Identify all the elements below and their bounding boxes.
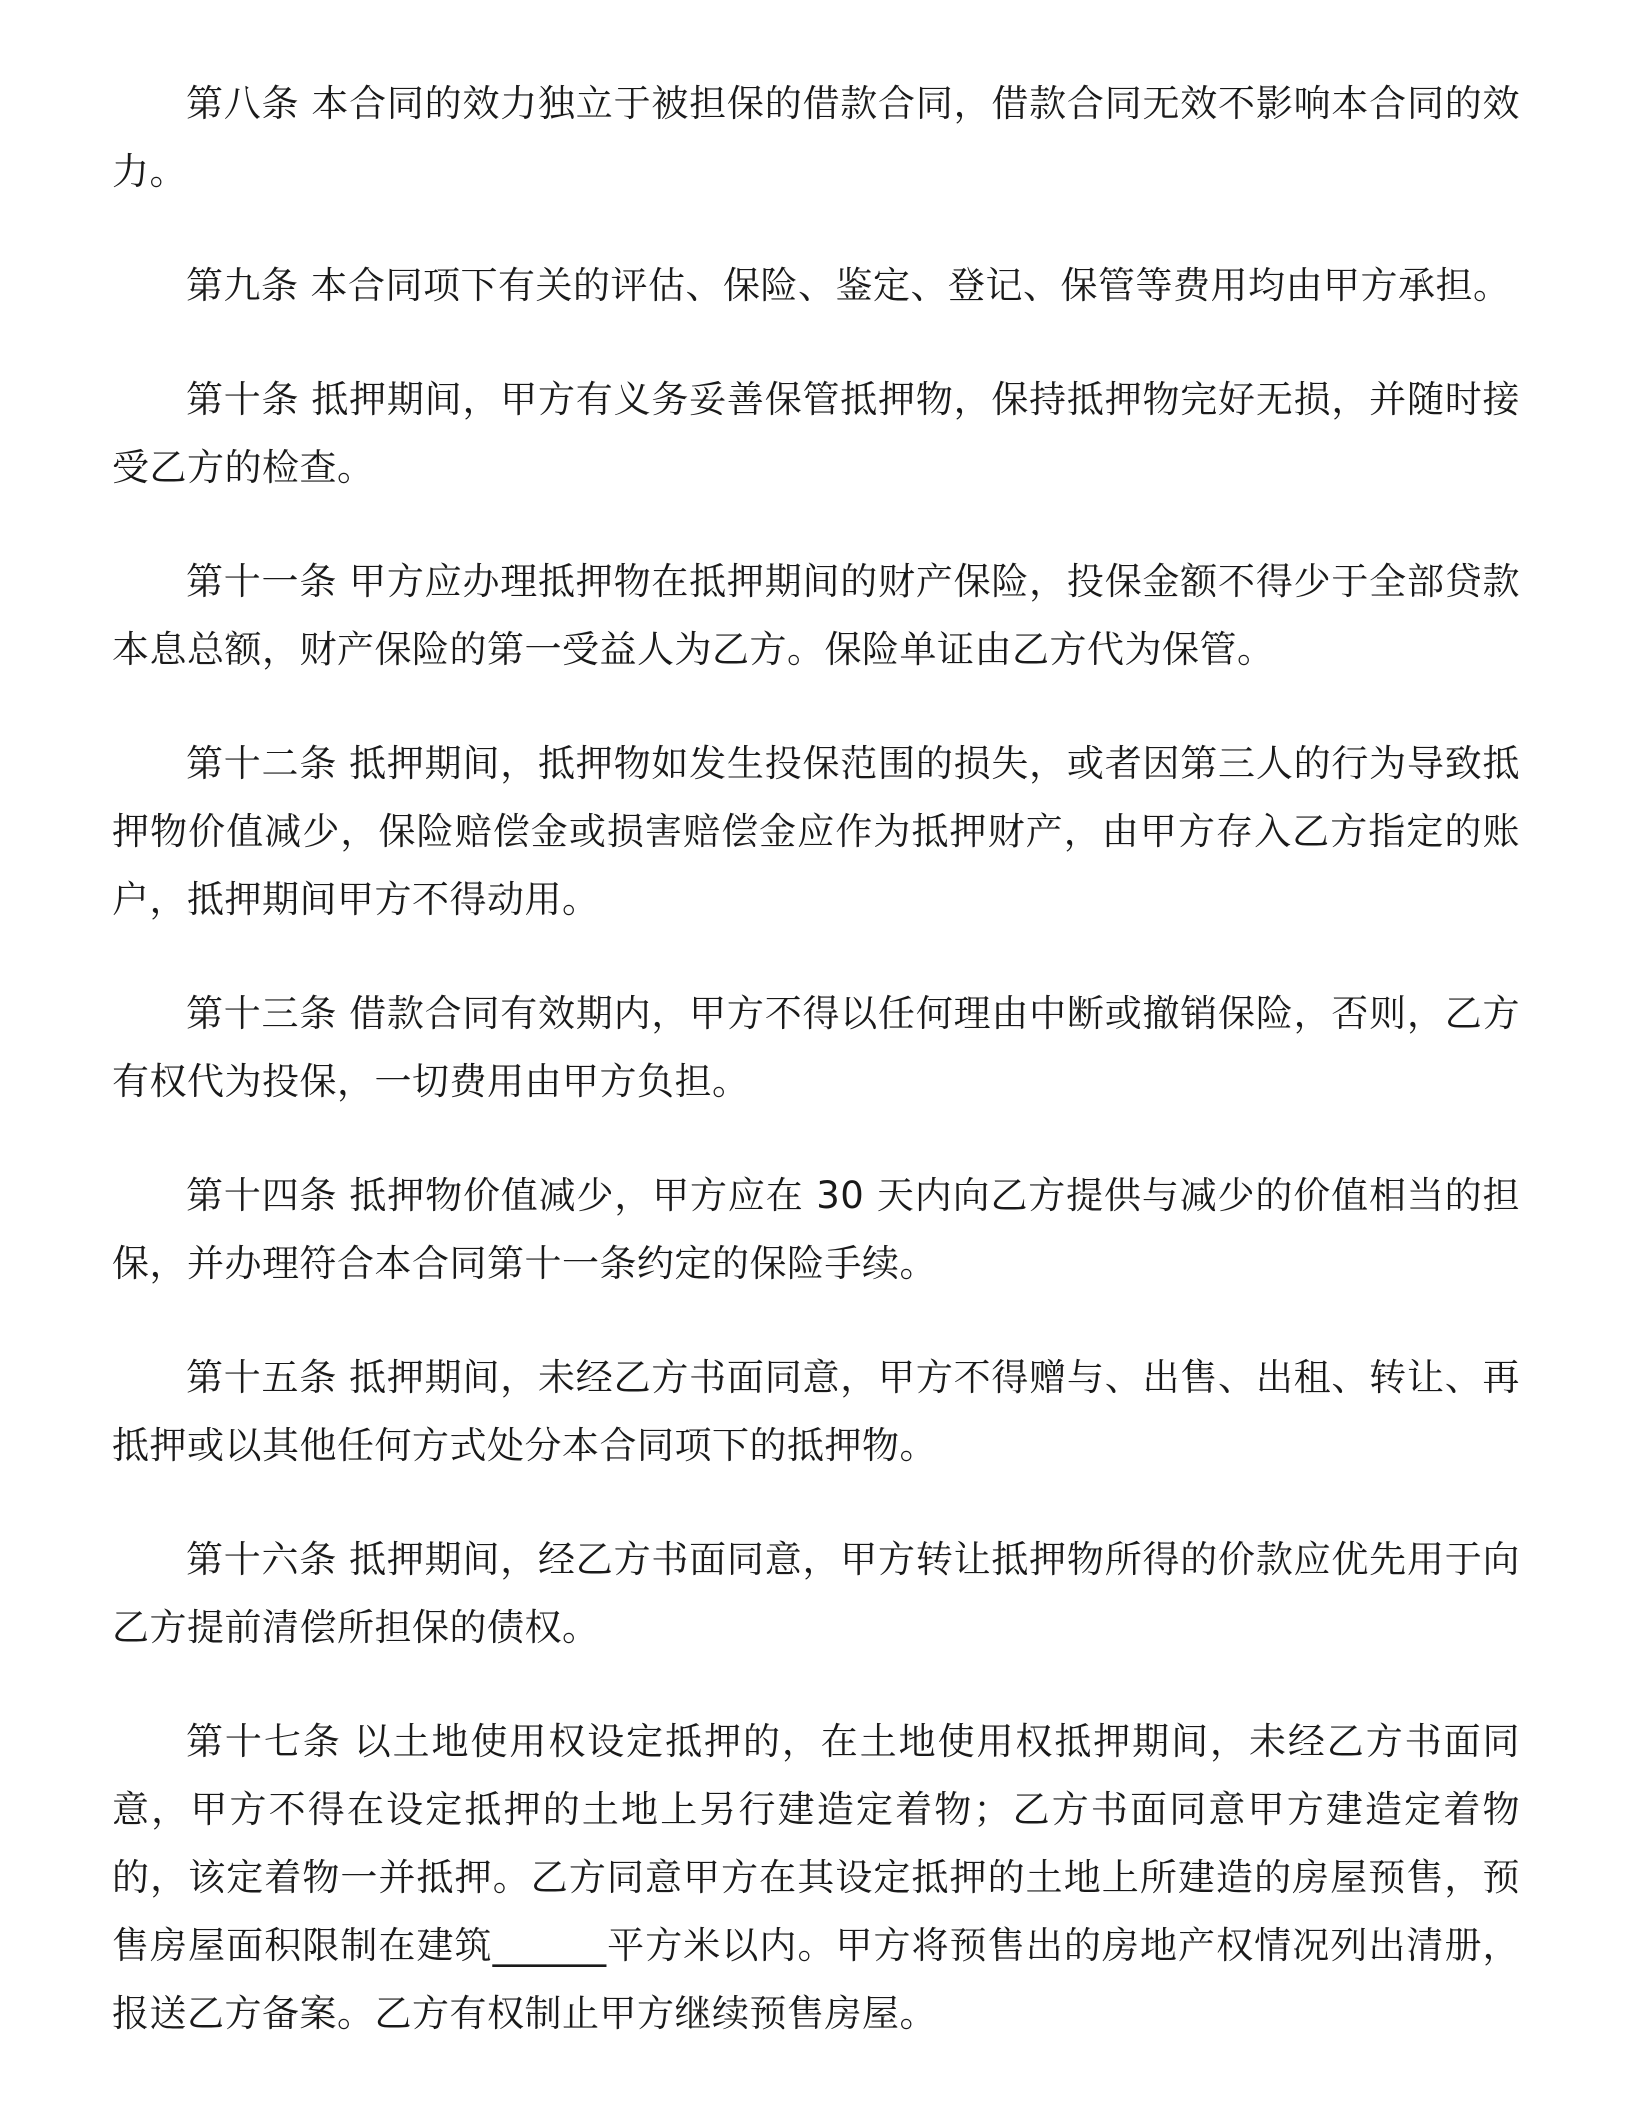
clause-number: 第十一条 — [186, 560, 338, 603]
clause-text: 抵押期间，未经乙方书面同意，甲方不得赠与、出售、出租、转让、再抵押或以其他任何方式处分本合同项下的抵押物。 — [112, 1356, 1521, 1467]
clause-9 — [112, 252, 1520, 320]
clause-number: 第十七条 — [186, 1720, 342, 1763]
clause-text: 本合同的效力独立于被担保的借款合同，借款合同无效不影响本合同的效力。 — [112, 82, 1521, 193]
clause-17 — [112, 1708, 1520, 2048]
clause-number: 第十四条 — [186, 1174, 338, 1217]
clause-15 — [112, 1344, 1520, 1480]
clause-number: 第八条 — [186, 82, 300, 125]
clause-16 — [112, 1526, 1520, 1662]
clause-text: 抵押期间，甲方有义务妥善保管抵押物，保持抵押物完好无损，并随时接受乙方的检查。 — [112, 378, 1521, 489]
clause-number: 第十条 — [186, 378, 300, 421]
clause-number: 第十六条 — [186, 1538, 338, 1581]
clause-13 — [112, 980, 1520, 1116]
clause-number: 第十五条 — [186, 1356, 338, 1399]
clause-text: 抵押物价值减少，甲方应在 30 天内向乙方提供与减少的价值相当的担保，并办理符合本合同第十一条约定的保险手续。 — [112, 1174, 1520, 1285]
clause-text: 抵押期间，抵押物如发生投保范围的损失，或者因第三人的行为导致抵押物价值减少，保险赔偿金或损害赔偿金应作为抵押财产，由甲方存入乙方指定的账户，抵押期间甲方不得动用。 — [112, 742, 1521, 921]
clause-text: 甲方应办理抵押物在抵押期间的财产保险，投保金额不得少于全部贷款本息总额，财产保险的第一受益人为乙方。保险单证由乙方代为保管。 — [112, 560, 1521, 671]
clause-10 — [112, 366, 1520, 502]
clause-text: 借款合同有效期内，甲方不得以任何理由中断或撤销保险，否则，乙方有权代为投保，一切费用由甲方负担。 — [112, 992, 1521, 1103]
clause-text: 以土地使用权设定抵押的，在土地使用权抵押期间，未经乙方书面同意，甲方不得在设定抵押的土地上另行建造定着物；乙方书面同意甲方建造定着物的，该定着物一并抵押。乙方同意甲方在其设定抵押的土地上所建造的房屋预售，预售房屋面积限制在建筑______平方米以内。甲方将预售出的房地产权情况列出清册，报送乙方备案。乙方有权制止甲方继续预售房屋。 — [112, 1720, 1521, 2035]
clause-text: 抵押期间，经乙方书面同意，甲方转让抵押物所得的价款应优先用于向乙方提前清偿所担保的债权。 — [112, 1538, 1521, 1649]
document-body — [112, 70, 1520, 2094]
clause-14 — [112, 1162, 1520, 1298]
clause-8 — [112, 70, 1520, 206]
clause-12 — [112, 730, 1520, 934]
clause-number: 第九条 — [186, 264, 299, 307]
clause-text: 本合同项下有关的评估、保险、鉴定、登记、保管等费用均由甲方承担。 — [310, 264, 1511, 307]
clause-11 — [112, 548, 1520, 684]
clause-number: 第十二条 — [186, 742, 338, 785]
clause-number: 第十三条 — [186, 992, 338, 1035]
